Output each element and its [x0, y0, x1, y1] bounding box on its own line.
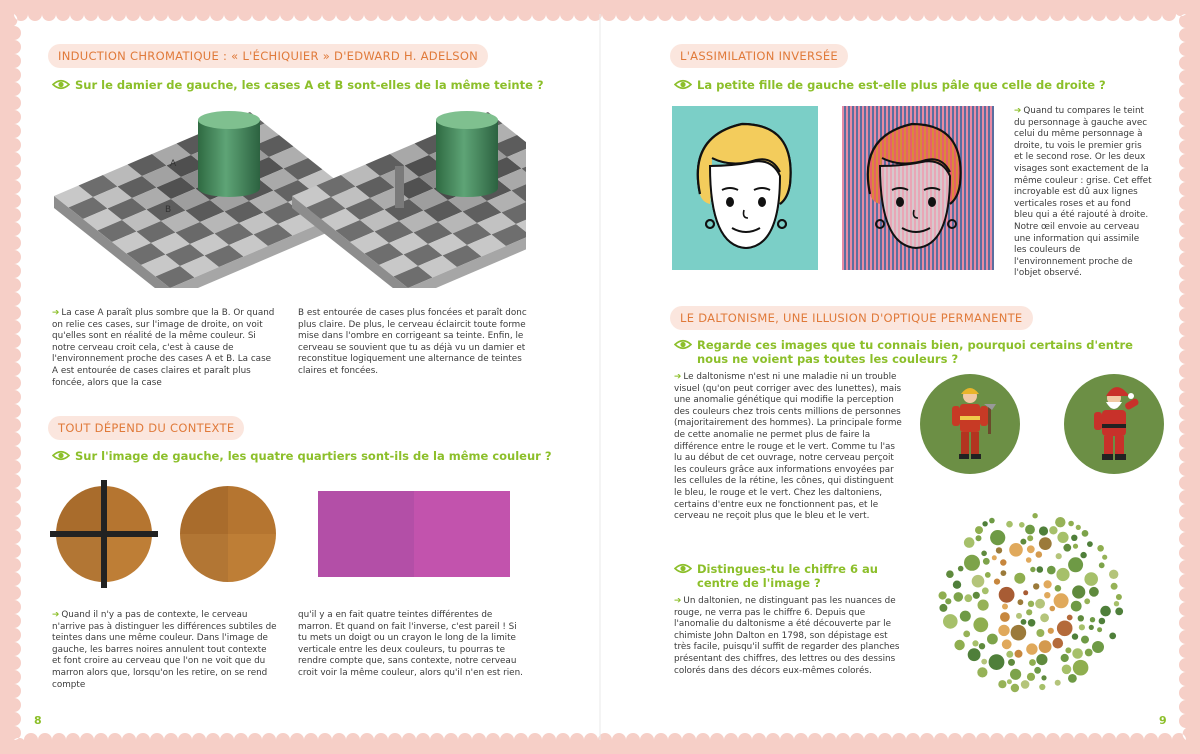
question-girl: La petite fille de gauche est-elle plus pâle que celle de droite ? [674, 78, 1164, 92]
question-quarters: Sur l'image de gauche, les quatre quartiers sont-ils de la même couleur ? [52, 449, 572, 463]
ishihara-plate [934, 504, 1128, 698]
eye-icon [674, 79, 692, 90]
label-a: A [170, 159, 177, 169]
label-b: B [165, 205, 172, 215]
text-quarters-col2: qu'il y a en fait quatre teintes différentes de marron. Et quand on fait l'inverse, c'est pareil ! Si tu mets un doigt ou un crayon le long de la limite verticale entre les deux couleurs, tu pourras te rendre compte que, sans contexte, notre cerveau croit voir la même couleur, alors qu'il n'en est rien. [298, 610, 523, 678]
eye-icon [674, 563, 692, 574]
question-daltonisme: Regarde ces images que tu connais bien, pourquoi certains d'entre nous ne voient pas toutes les couleurs ? [674, 338, 1164, 366]
text-daltonisme: ➔ Le daltonisme n'est ni une maladie ni un trouble visuel (qu'on peut corriger avec des lunettes), mais une anomalie génétique qui modifie la perception des couleurs chez trois cents millions de personnes (majoritairement des hommes). La principale forme de cette anomalie ne permet plus de faire la différence entre le rouge et le vert. Comme tu l'as lu au début de cet ouvrage, notre cerveau perçoit les couleurs grâce aux informations envoyées par les cellules de la rétine, les cônes, qui distinguent le bleu, le rouge et le vert. Chez les daltoniens, certains d'entre eux ne fonctionnent pas, et le cerveau ne reçoit plus que le bleu et le vert. [674, 372, 902, 522]
text-checker-col2: B est entourée de cases plus foncées et paraît donc plus claire. De plus, le cerveau éclaircit toute forme mise dans l'ombre en corrigeant sa teinte. Enfin, le cerveau se souvient que tu as déjà vu un damier et reconstitue logiquement une alternance de teintes claires et foncées. [298, 308, 527, 376]
purple-rect-right [414, 491, 510, 577]
eye-icon [674, 339, 692, 350]
text-ishihara: ➔ Un daltonien, ne distinguant pas les nuances de rouge, ne verra pas le chiffre 6. Depuis que l'anomalie du daltonisme a été découverte par le chimiste John Dalton en 1798, son dépistage est très facile, puisqu'il suffit de regarder des planches présentant des chiffres, des lettres ou des dessins colorés dans des décors eux-mêmes colorés. [674, 596, 900, 676]
cylinder-left [198, 111, 260, 197]
page-number-left: 8 [34, 714, 42, 727]
question-ishihara: Distingues-tu le chiffre 6 au centre de l'image ? [674, 562, 910, 590]
quarters-illustration [46, 480, 526, 592]
section-title-daltonisme: LE DALTONISME, UNE ILLUSION D'OPTIQUE PERMANENTE [670, 306, 1033, 330]
character-circles [918, 374, 1166, 474]
cylinder-right [436, 111, 498, 197]
brown-circle-plain [180, 486, 276, 582]
santa-circle [1064, 374, 1164, 474]
question-checker: Sur le damier de gauche, les cases A et B sont-elles de la même teinte ? [52, 78, 572, 92]
text-assimilation: ➔ Quand tu compares le teint du personnage à gauche avec celui du même personnage à droite, tu vois le premier gris et le second rose. Or les deux visages sont exactement de la même couleur : grise. Cet effet incroyable est dû aux lignes verticales roses et au fond bleu qui a été rajouté à droite. Notre œil envoie au cerveau une information qui assimile les couleurs de l'environnement proche de l'objet observé. [1014, 106, 1152, 279]
section-title-adelson: INDUCTION CHROMATIQUE : « L'ÉCHIQUIER » D'EDWARD H. ADELSON [48, 44, 488, 68]
eye-icon [52, 450, 70, 461]
checkerboard-illustration [46, 104, 526, 288]
firefighter-circle [920, 374, 1020, 474]
section-title-contexte: TOUT DÉPEND DU CONTEXTE [48, 416, 244, 440]
brown-circle-with-bars [50, 480, 158, 588]
connecting-bar [395, 166, 404, 208]
section-title-assimilation: L'ASSIMILATION INVERSÉE [670, 44, 848, 68]
text-quarters-col1: ➔ Quand il n'y a pas de contexte, le cerveau n'arrive pas à distinguer les différences subtiles de teintes dans une même couleur. Dans l'image de gauche, les barres noires annulent tout contexte et font croire au cerveau que l'on ne voit que du marron alors que, lorsqu'on les retire, on se rend compte [52, 610, 277, 690]
purple-rect-left [318, 491, 414, 577]
page-number-right: 9 [1159, 714, 1167, 727]
text-checker-col1: ➔ La case A paraît plus sombre que la B. Or quand on relie ces cases, sur l'image de droite, on voit qu'elles sont en réalité de la même couleur. Si notre cerveau croit cela, c'est à cause de l'environnement proche des cases A et B. La case A est entourée de cases claires et paraît plus foncée, alors que la case [52, 308, 275, 388]
eye-icon [52, 79, 70, 90]
girl-right [842, 106, 994, 270]
girl-illustration [672, 106, 994, 270]
